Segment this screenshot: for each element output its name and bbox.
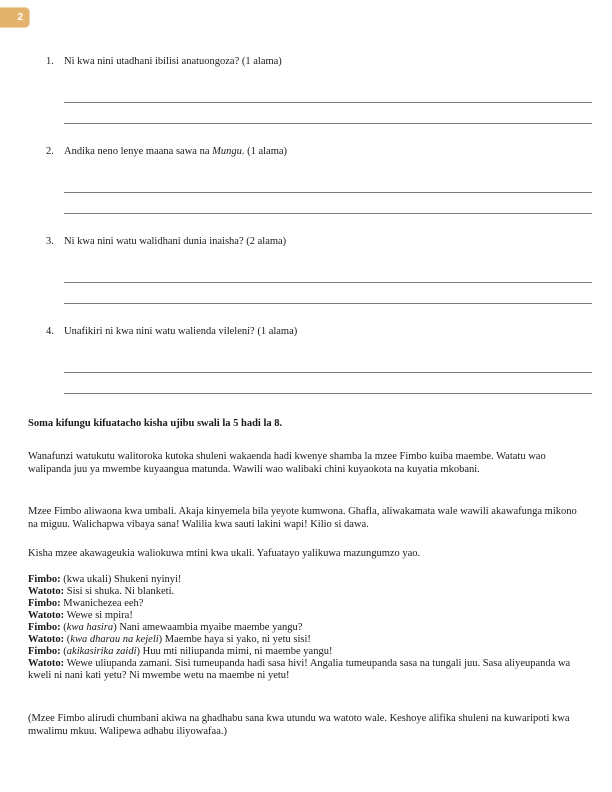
question-text-part: . (1 alama) [241,146,288,157]
question-text: Ni kwa nini utadhani ibilisi anatuongoza? (1 alama) [64,56,282,67]
speaker-label: Watoto: [28,658,65,669]
answer-line-3a[interactable] [64,282,592,283]
stage-direction: kwa ukali [66,574,108,585]
question-number: 3. [46,236,54,247]
speaker-label: Watoto: [28,634,65,645]
question-number: 1. [46,56,54,67]
question-text: Ni kwa nini watu walidhani dunia inaisha? (2 alama) [64,236,287,247]
paren: ( [60,622,67,633]
dialogue-line [28,634,588,646]
answer-line-3b[interactable] [64,303,592,304]
speaker-label: Fimbo: [28,646,61,657]
dialogue-text: Maembe haya si yako, ni yetu sisi! [162,634,311,645]
question-4 [46,326,297,338]
question-text-italic: Mungu [212,146,242,157]
answer-line-1b[interactable] [64,123,592,124]
dialogue-text: Nani amewaambia myaibe maembe yangu? [116,622,303,633]
answer-line-4b[interactable] [64,393,592,394]
speaker-label: Fimbo: [28,598,61,609]
passage-instruction: Soma kifungu kifuatacho kisha ujibu swali la 5 hadi la 8. [28,418,283,429]
paren: ) [158,634,163,645]
answer-line-4a[interactable] [64,372,592,373]
question-3 [46,236,286,248]
paren: ) [113,622,117,633]
dialogue-line [28,646,588,658]
stage-direction: kwa dharau na kejeli [70,634,159,645]
dialogue-text: Shukeni nyinyi! [111,574,182,585]
dialogue-line [28,610,588,622]
page-number-badge [0,8,29,27]
stage-direction: akikasirika zaidi [66,646,137,657]
passage-paragraph-3: Kisha mzee akawageukia waliokuwa mtini kwa ukali. Yafuatayo yalikuwa mazungumzo yao. [28,548,421,559]
question-number: 4. [46,326,54,337]
dialogue-line [28,586,588,598]
answer-line-2b[interactable] [64,213,592,214]
dialogue-text: Wewe uliupanda zamani. Sisi tumeupanda hadi sasa hivi! Angalia tumeupanda sasa na tungali juu. Sasa aliyeupanda wa kweli ni nani kati yetu? Ni mwembe wetu na maembe ni yetu! [28,658,571,681]
paren: ) [136,646,140,657]
speaker-label: Fimbo: [28,622,61,633]
paren: ) [107,574,112,585]
dialogue-line [28,658,588,682]
dialogue-line [28,622,588,634]
dialogue-text: Huu mti niliupanda mimi, ni maembe yangu! [140,646,333,657]
dialogue-text: Mwanichezea eeh? [60,598,144,609]
page-number: 2 [17,12,23,23]
dialogue-text: Wewe si mpira! [64,610,133,621]
dialogue-text: Sisi si shuka. Ni blanketi. [64,586,175,597]
answer-line-1a[interactable] [64,102,592,103]
passage-paragraph-2: Mzee Fimbo aliwaona kwa umbali. Akaja kinyemela bila yeyote kumwona. Ghafla, aliwakamata wale wawili akawafunga mikono na miguu. Walichapwa vibaya sana! Walilia kwa sauti lakini wapi! Kilio si dawa. [28,506,577,530]
question-2 [46,146,287,158]
passage-closing: (Mzee Fimbo alirudi chumbani akiwa na ghadhabu sana kwa utundu wa watoto wale. Keshoye alifika shuleni na kuwaripoti kwa mwalimu mkuu. Walipewa adhabu iliyowafaa.) [28,713,570,737]
dialogue-line [28,598,588,610]
question-number: 2. [46,146,54,157]
speaker-label: Watoto: [28,586,65,597]
question-text-part: Andika neno lenye maana sawa na [64,146,213,157]
speaker-label: Fimbo: [28,574,61,585]
question-1 [46,56,282,68]
speaker-label: Watoto: [28,610,65,621]
paren: ( [64,634,71,645]
dialogue-line [28,574,588,586]
paren: ( [60,646,67,657]
paren: ( [60,574,67,585]
question-text: Unafikiri ni kwa nini watu walienda vileleni? (1 alama) [64,326,298,337]
dialogue [28,574,588,682]
passage-paragraph-1: Wanafunzi watukutu walitoroka kutoka shuleni wakaenda hadi kwenye shamba la mzee Fimbo kuiba maembe. Watatu wao walipanda juu ya mwembe kuyaangua matunda. Wawili wao walibaki chini kuyaokota na kuyatia mkobani. [28,451,546,475]
answer-line-2a[interactable] [64,192,592,193]
stage-direction: kwa hasira [66,622,114,633]
